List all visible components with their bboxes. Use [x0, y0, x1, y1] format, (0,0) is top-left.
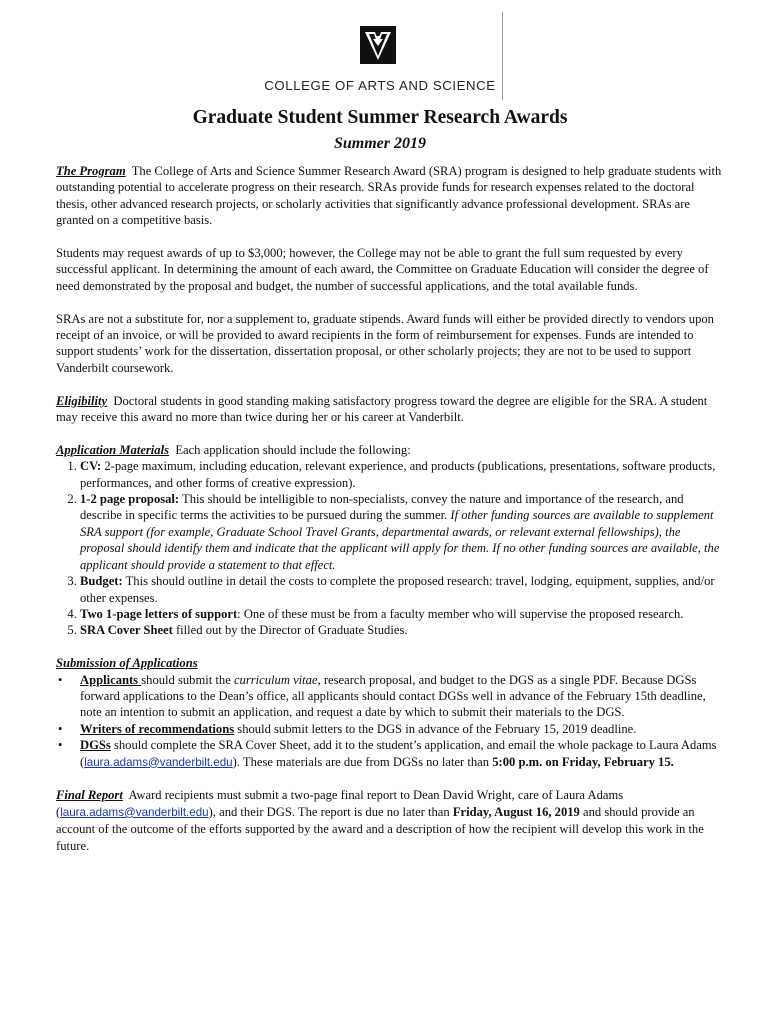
item-text: : One of these must be from a faculty member who will supervise the proposed research. — [237, 606, 684, 621]
item-text: should complete the SRA Cover Sheet, add it to the student’s application, and email the whole package to Laura Adams ( — [80, 738, 717, 769]
program-paragraph-1 — [56, 163, 724, 229]
item-label: Writers of recommendations — [80, 721, 235, 736]
item-text: should submit letters to the DGS in advance of the February 15, 2019 deadline. — [234, 721, 637, 736]
final-report-heading: Final Report — [56, 788, 123, 803]
list-item — [80, 491, 724, 573]
list-item — [58, 721, 724, 737]
item-label: CV: — [80, 459, 102, 474]
item-label: SRA Cover Sheet — [80, 623, 173, 638]
submission-list — [56, 672, 724, 771]
item-italic-text: curriculum vitae — [233, 672, 318, 687]
list-item — [80, 622, 724, 638]
final-report-text: and should provide an account of the outcome of the efforts supported by the award and a description of how the recipient will develop this work in the future. — [56, 804, 704, 853]
eligibility-text: Doctoral students in good standing making satisfactory progress toward the degree are eligible for the SRA. A student may receive this award no more than twice during her or his career at Vanderbilt. — [56, 393, 708, 425]
page-title: Graduate Student Summer Research Awards — [192, 107, 568, 128]
item-text: 2-page maximum, including education, relevant experience, and products (publications, presentations, software products, performances, and other forms of creative expression). — [80, 459, 716, 490]
list-item — [80, 606, 724, 622]
program-text: The College of Arts and Science Summer Research Award (SRA) program is designed to help graduate students with outstanding potential to accelerate progress on their research. SRAs provide funds for research expenses related to the doctoral thesis, other advanced research projects, or scholarly activities that significantly advance professional development. SRAs are granted on a competitive basis. — [56, 164, 722, 228]
materials-heading: Application Materials — [56, 442, 170, 457]
college-logo — [260, 20, 504, 100]
list-item — [80, 573, 724, 606]
page-subtitle: Summer 2019 — [333, 135, 426, 152]
item-text: This should be intelligible to non-specialists, convey the nature and importance of the research, and describe in specific terms the activities to be pursued during the summer. — [80, 492, 684, 523]
item-label: DGSs — [80, 738, 111, 753]
email-link[interactable]: laura.adams@vanderbilt.edu — [60, 805, 209, 819]
bullet-icon: • — [58, 721, 63, 736]
deadline-text: Friday, August 16, 2019 — [452, 804, 580, 819]
deadline-text: 5:00 p.m. on Friday, February 15. — [492, 754, 674, 769]
materials-intro-text: Each application should include the following: — [175, 442, 411, 457]
email-link[interactable]: laura.adams@vanderbilt.edu — [84, 755, 233, 769]
program-paragraph-3: SRAs are not a substitute for, nor a supplement to, graduate stipends. Award funds will either be provided directly to vendors upon receipt of an invoice, or will be provided to award recipients in the form of reimbursement for expenses. Funds are intended to support students’ work for the dissertation, dissertation proposal, or other scholarly projects; they are not to be used to support Vanderbilt coursework. — [56, 311, 714, 375]
program-heading: The Program — [56, 164, 126, 178]
submission-section — [56, 655, 724, 771]
item-label: Budget: — [80, 574, 123, 589]
item-text: , research proposal, and budget to the DGS as a single PDF. Because DGSs forward applications to the Dean’s office, all applicants should contact DGSs well in advance of the February 15th deadline, note an intention to submit an application, and request a date by which to submit their materials to the DGS. — [80, 672, 706, 720]
item-label: 1-2 page proposal: — [80, 492, 180, 507]
final-report-text: Award recipients must submit a two-page final report to Dean David Wright, care of Laura Adams ( — [56, 788, 624, 819]
item-text: filled out by the Director of Graduate Studies. — [172, 623, 408, 638]
materials-section — [56, 442, 724, 639]
materials-list — [56, 458, 724, 638]
item-label: Applicants — [80, 672, 142, 687]
item-italic-text: If other funding sources are available to supplement SRA support (for example, Graduate School Travel Grants, departmental awards, or relevant external fellowships), the proposal should identify them and indicate that the applicant will apply for them. If no other funding sources are available, the applicant should provide a statement to that effect. — [80, 508, 720, 572]
final-report-paragraph — [56, 787, 724, 854]
bullet-icon: • — [58, 672, 63, 687]
item-text: should submit the — [141, 672, 234, 687]
eligibility-heading: Eligibility — [56, 393, 108, 408]
program-paragraph-2: Students may request awards of up to $3,000; however, the College may not be able to grant the full sum requested by every successful applicant. In determining the amount of each award, the Committee on Graduate Education will consider the degree of need demonstrated by the proposal and budget, the number of successful applications, and the total available funds. — [56, 246, 709, 293]
list-item — [80, 458, 724, 491]
bullet-icon: • — [58, 738, 63, 753]
item-text: This should outline in detail the costs to complete the proposed research: travel, lodging, equipment, supplies, and/or other expenses. — [80, 574, 715, 605]
list-item — [58, 737, 724, 771]
eligibility-paragraph — [56, 393, 724, 426]
final-report-text: ), and their DGS. The report is due no later than — [208, 804, 453, 819]
college-name: COLLEGE OF ARTS AND SCIENCE — [264, 78, 496, 93]
document-body — [56, 163, 724, 870]
item-text: ). These materials are due from DGSs no later than — [232, 754, 493, 769]
item-label: Two 1-page letters of support — [80, 606, 238, 621]
submission-heading: Submission of Applications — [56, 656, 198, 671]
materials-intro — [56, 442, 724, 458]
vanderbilt-v-oak-leaf-icon — [360, 26, 396, 64]
list-item — [58, 672, 724, 721]
